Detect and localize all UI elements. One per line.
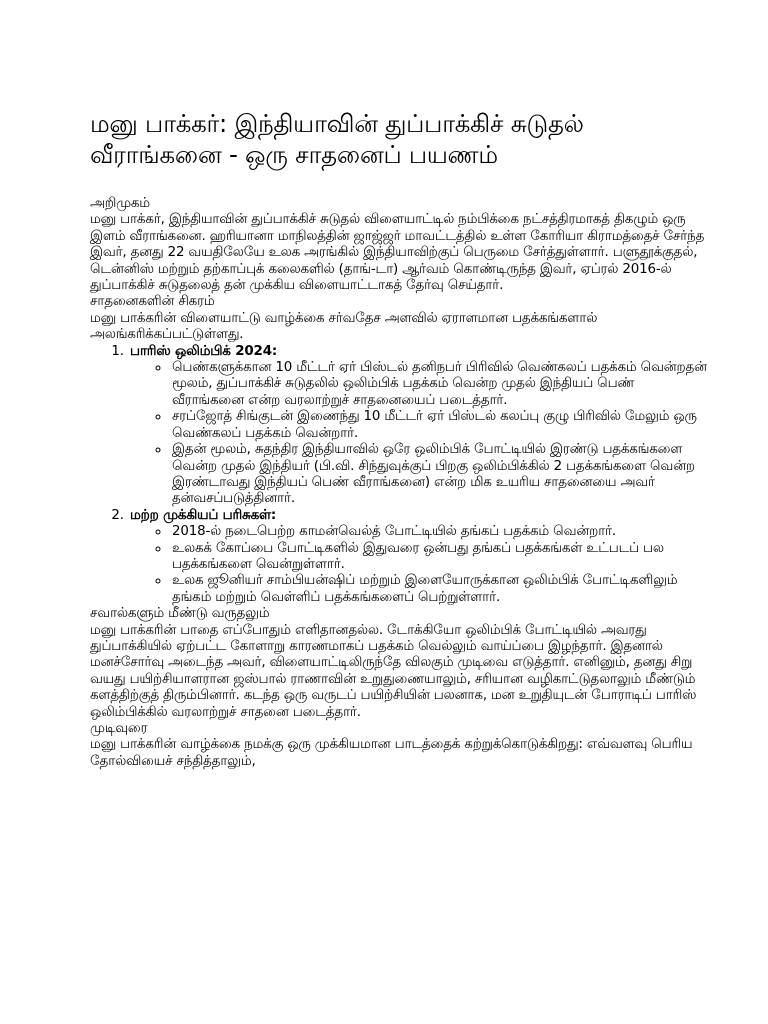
challenges-paragraph: மனு பாக்கரின் பாதை எப்போதும் எளிதானதல்ல. டோக்கியோ ஒலிம்பிக் போட்டியில் அவரது துப்பாக்கியில் ஏற்பட்ட கோளாறு காரணமாகப் பதக்கம் வெல்லும் வாய்ப்பை இழந்தார். இதனால் மனச்சோர்வு அடைந்த அவர், விளையாட்டிலிருந்தே விலகும் முடிவை எடுத்தார். எனினும், தனது சிறு வயது பயிற்சியாளரான ஜஸ்பால் ராணாவின் உறுதுணையாலும், சரியான வழிகாட்டுதலாலும் மீண்டும் களத்திற்குத் திரும்பினார். கடந்த ஒரு வருடப் பயிற்சியின் பலனாக, மன உறுதியுடன் போராடிப் பாரிஸ் ஒலிம்பிக்கில் வரலாற்றுச் சாதனை படைத்தார். [90, 622, 697, 720]
achievement-item-label: பாரிஸ் ஒலிம்பிக் 2024: [130, 343, 278, 359]
intro-paragraph: மனு பாக்கர், இந்தியாவின் துப்பாக்கிச் சுடுதல் விளையாட்டில் நம்பிக்கை நட்சத்திரமாகத் திகழும் ஒரு இளம் வீராங்கனை. ஹரியானா மாநிலத்தின் ஜாஜ்ஜர் மாவட்டத்தில் உள்ள கோரியா கிராமத்தைச் சேர்ந்த இவர், தனது 22 வயதிலேயே உலக அரங்கில் இந்தியாவிற்குப் பெருமை சேர்த்துள்ளார். பளுதூக்குதல், டென்னிஸ் மற்றும் தற்காப்புக் கலைகளில் (தாங்-டா) ஆர்வம் கொண்டிருந்த இவர், ஏப்ரல் 2016-ல் துப்பாக்கிச் சுடுதலைத் தன் முக்கிய விளையாட்டாகத் தேர்வு செய்தார். [90, 212, 705, 294]
achievement-item-label: மற்ற முக்கியப் பரிசுகள்: [130, 507, 277, 523]
conclusion-paragraph: மனு பாக்கரின் வாழ்க்கை நமக்கு ஒரு முக்கியமான பாடத்தைக் கற்றுக்கொடுக்கிறது: எவ்வளவு பெரிய தோல்வியைச் சந்தித்தாலும், [90, 737, 693, 769]
achievement-point: ◦ 2018-ல் நடைபெற்ற காமன்வெல்த் போட்டியில் தங்கப் பதக்கம் வென்றார். [170, 524, 710, 540]
achievement-sublist [130, 360, 710, 508]
document-body [90, 196, 710, 770]
document-page [90, 108, 710, 770]
achievement-point: ◦ உலகக் கோப்பை போட்டிகளில் இதுவரை ஒன்பது தங்கப் பதக்கங்கள் உட்படப் பல பதக்கங்களை வென்றுள்ளார். [170, 541, 710, 574]
achievement-point: ◦ பெண்களுக்கான 10 மீட்டர் ஏர் பிஸ்டல் தனிநபர் பிரிவில் வெண்கலப் பதக்கம் வென்றதன் மூலம், துப்பாக்கிச் சுடுதலில் ஒலிம்பிக் பதக்கம் வென்ற முதல் இந்தியப் பெண் வீராங்கனை என்ற வரலாற்றுச் சாதனையைப் படைத்தார். [170, 360, 710, 409]
achievement-point: ◦ இதன் மூலம், சுதந்திர இந்தியாவில் ஒரே ஒலிம்பிக் போட்டியில் இரண்டு பதக்கங்களை வென்ற முதல் இந்தியர் (பி.வி. சிந்துவுக்குப் பிறகு ஒலிம்பிக்கில் 2 பதக்கங்களை வென்ற இரண்டாவது இந்தியப் பெண் வீராங்கனை) என்ற மிக உயரிய சாதனையை அவர் தன்வசப்படுத்தினார். [170, 442, 710, 508]
achievements-paragraph: மனு பாக்கரின் விளையாட்டு வாழ்க்கை சர்வதேச அளவில் ஏராளமான பதக்கங்களால் அலங்கரிக்கப்பட்டுள்ளது. [90, 310, 598, 343]
achievement-sublist [130, 524, 710, 606]
intro-heading: அறிமுகம் [90, 196, 150, 211]
achievements-list [90, 344, 710, 607]
achievement-item-paris-olympics [128, 344, 710, 508]
achievement-point: ◦ சரப்ஜோத் சிங்குடன் இணைந்து 10 மீட்டர் ஏர் பிஸ்டல் கலப்பு குழு பிரிவில் மேலும் ஒரு வெண்கலப் பதக்கம் வென்றார். [170, 409, 710, 442]
achievements-heading: சாதனைகளின் சிகரம் [90, 294, 215, 310]
achievement-point: ◦ உலக ஜூனியர் சாம்பியன்ஷிப் மற்றும் இளையோருக்கான ஒலிம்பிக் போட்டிகளிலும் தங்கம் மற்றும் வெள்ளிப் பதக்கங்களைப் பெற்றுள்ளார். [170, 573, 710, 606]
document-title: மனு பாக்கர்: இந்தியாவின் துப்பாக்கிச் சுடுதல் வீராங்கனை - ஒரு சாதனைப் பயணம் [90, 109, 584, 169]
challenges-heading: சவால்களும் மீண்டு வருதலும் [90, 606, 270, 622]
achievement-item-other-awards [128, 508, 710, 606]
conclusion-heading: முடிவுரை [90, 721, 148, 736]
